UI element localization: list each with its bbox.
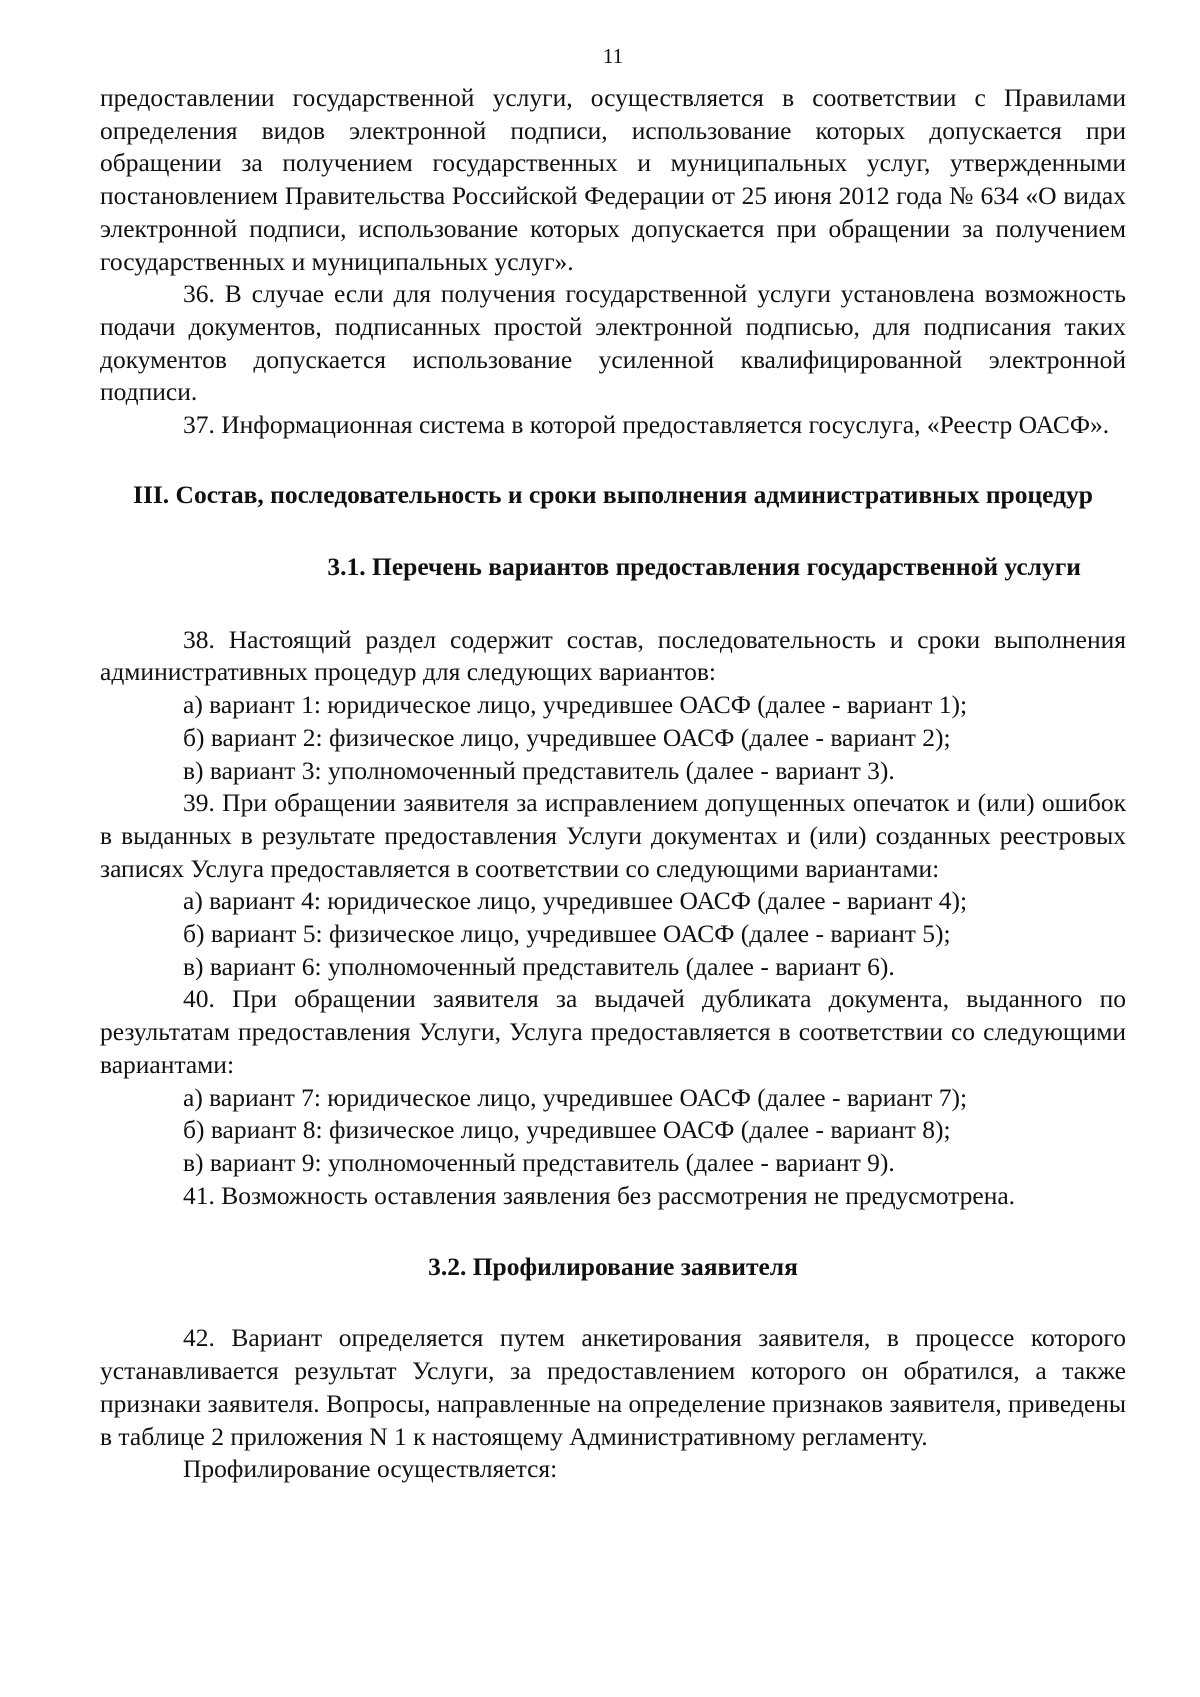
list-item-38a: а) вариант 1: юридическое лицо, учредившее ОАСФ (далее - вариант 1); [183,690,968,720]
list-item-38c: в) вариант 3: уполномоченный представитель (далее - вариант 3). [183,755,895,785]
paragraph-37: 37. Информационная система в которой предоставляется госуслуга, «Реестр ОАСФ». [183,410,1110,440]
section-3-1-heading: 3.1. Перечень вариантов предоставления государственной услуги [327,551,1081,581]
paragraph-35-continuation: предоставлении государственной услуги, осуществляется в соответствии с Правилами определения видов электронной подписи, использование которых допускается при обращении за получением государственных и муниципальных услуг, утвержденными постановлением Правительства Российской Федерации от 25 июня 2012 года № 634 «О видах электронной подписи, использование которых допускается при обращении за получением государственных и муниципальных услуг». [100,83,1126,276]
section-3-heading: III. Состав, последовательность и сроки выполнения административных процедур [133,479,1093,509]
paragraph-41: 41. Возможность оставления заявления без рассмотрения не предусмотрена. [183,1180,1016,1210]
list-item-39c: в) вариант 6: уполномоченный представитель (далее - вариант 6). [183,951,895,981]
paragraph-profiling: Профилирование осуществляется: [183,1454,558,1484]
paragraph-42: 42. Вариант определяется путем анкетирования заявителя, в процессе которого устанавливается результат Услуги, за предоставлением которого он обратился, а также признаки заявителя. Вопросы, направленные на определение признаков заявителя, приведены в таблице 2 приложения N 1 к настоящему Административному регламенту. [100,1323,1126,1451]
list-item-40c: в) вариант 9: уполномоченный представитель (далее - вариант 9). [183,1147,895,1177]
paragraph-39: 39. При обращении заявителя за исправлением допущенных опечаток и (или) ошибок в выданных в результате предоставления Услуги документах и (или) созданных реестровых записях Услуга предоставляется в соответствии со следующими вариантами: [100,788,1126,883]
list-item-39b: б) вариант 5: физическое лицо, учредившее ОАСФ (далее - вариант 5); [183,919,951,949]
list-item-40b: б) вариант 8: физическое лицо, учредившее ОАСФ (далее - вариант 8); [183,1115,951,1145]
page-number: 11 [602,44,624,68]
list-item-40a: а) вариант 7: юридическое лицо, учредившее ОАСФ (далее - вариант 7); [183,1082,968,1112]
paragraph-36: 36. В случае если для получения государственной услуги установлена возможность подачи документов, подписанных простой электронной подписью, для подписания таких документов допускается использование усиленной квалифицированной электронной подписи. [100,279,1126,407]
paragraph-40: 40. При обращении заявителя за выдачей дубликата документа, выданного по результатам предоставления Услуги, Услуга предоставляется в соответствии со следующими вариантами: [100,984,1126,1079]
section-3-2-heading: 3.2. Профилирование заявителя [428,1252,798,1282]
list-item-38b: б) вариант 2: физическое лицо, учредившее ОАСФ (далее - вариант 2); [183,722,951,752]
list-item-39a: а) вариант 4: юридическое лицо, учредившее ОАСФ (далее - вариант 4); [183,886,968,916]
paragraph-38: 38. Настоящий раздел содержит состав, последовательность и сроки выполнения административных процедур для следующих вариантов: [100,624,1126,687]
